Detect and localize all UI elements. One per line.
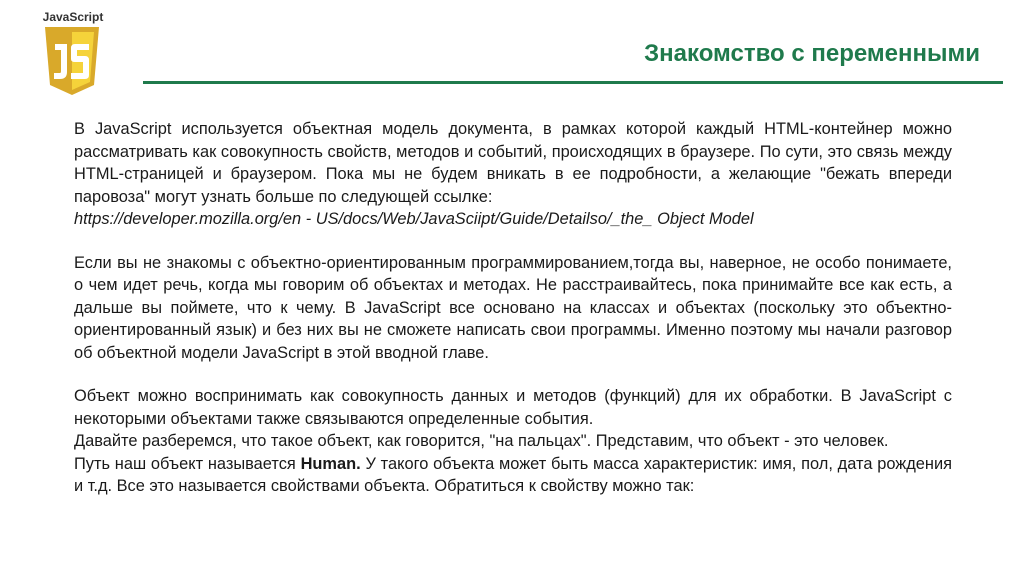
mozilla-docs-link: https://developer.mozilla.org/en - US/docs/Web/JavaSciipt/Guide/Detailso/_the_ Object Model [74,210,754,228]
paragraph-object-definition: Объект можно воспринимать как совокупность данных и методов (функций) для их обработки. В JavaScript с некоторыми объектами также связываются определенные события. [74,387,952,428]
logo-label: JavaScript [42,10,104,24]
paragraph-oop: Если вы не знакомы с объектно-ориентированным программированием,тогда вы, наверное, не особо понимаете, о чем идет речь, когда мы говорим об объектах и методах. Не расстраивайтесь, пока принимайте все как есть, а дальше вы поймете, что к чему. В JavaScript все основано на классах и объектах (поскольку это объектно-ориентированный язык) и без них вы не сможете написать свои программы. Именно поэтому мы начали разговор об объектной модели JavaScript в этой вводной главе. [74,253,952,362]
human-object-name: Human. [300,454,361,473]
javascript-logo [36,10,110,94]
paragraph-object-example: Давайте разберемся, что такое объект, как говорится, "на пальцах". Представим, что объект - это человек. [74,432,889,450]
paragraph-dom-intro [74,118,952,231]
human-text-after: У такого объекта может быть масса характеристик: имя, пол, дата рождения и т.д. Все это называется свойствами объекта. Обратиться к свойству можно так: [74,454,952,495]
js-shield-icon [45,27,99,97]
page-title: Знакомство с переменными [644,40,980,67]
human-text-before: Путь наш объект называется [74,454,301,473]
paragraph-dom-intro-text: В JavaScript используется объектная модель документа, в рамках которой каждый HTML-контейнер можно рассматривать как совокупность свойств, методов и событий, происходящих в браузере. По сути, это связь между HTML-страницей и браузером. Пока мы не будем вникать в ее подробности, а желающие "бежать впереди паровоза" могут узнать больше по следующей ссылке: [74,120,952,206]
paragraph-human-object [74,453,952,498]
letter-s [71,44,89,79]
title-divider [143,81,1003,84]
content-body [74,118,952,498]
